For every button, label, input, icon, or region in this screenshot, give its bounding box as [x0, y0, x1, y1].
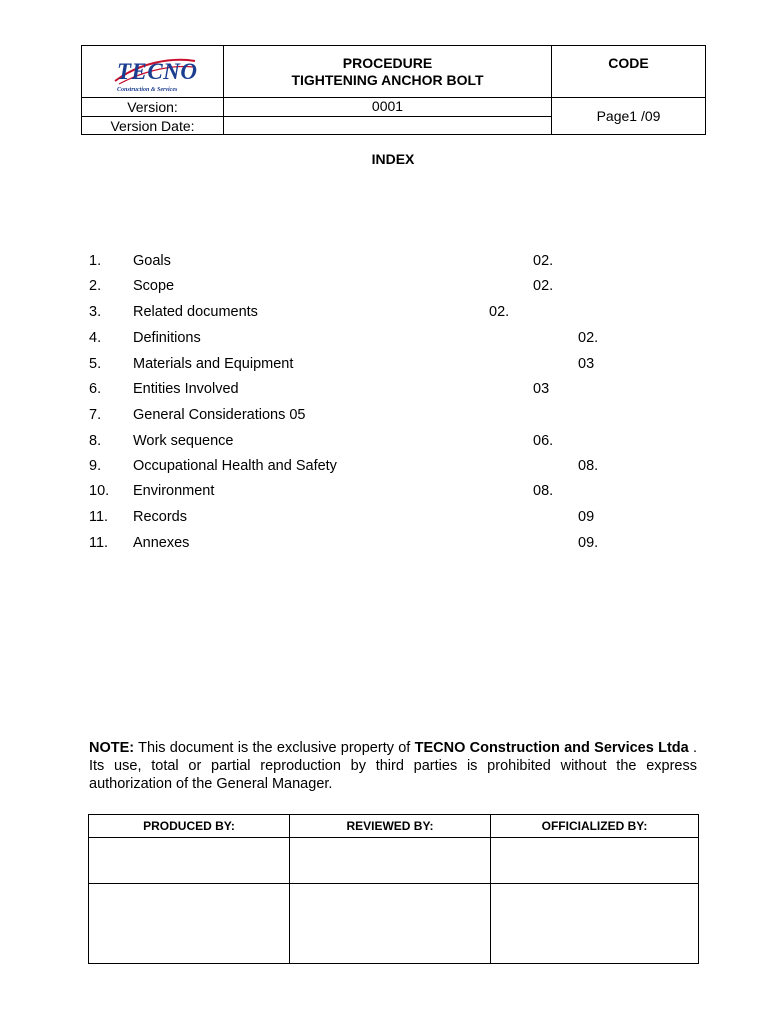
note-text-2: . Its use, total or partial reproduction by third parties is prohibited without the express authorization of the General Manager. — [89, 740, 697, 792]
note-text-1: This document is the exclusive property of — [134, 740, 415, 756]
header-border-bottom — [81, 134, 706, 135]
toc-item-label: Materials and Equipment — [133, 356, 294, 372]
header-border-right — [705, 45, 706, 135]
toc-item-page: 09 — [578, 509, 595, 525]
toc-item-label: Occupational Health and Safety — [133, 458, 337, 474]
toc-item-number: 10. — [89, 483, 110, 499]
toc-item — [0, 483, 768, 503]
version-date-label-cell — [82, 117, 223, 134]
toc-item — [0, 278, 768, 298]
toc-item — [0, 356, 768, 376]
toc-item-number: 7. — [89, 407, 102, 423]
toc-item-label: Environment — [133, 483, 215, 499]
toc-item-page: 08. — [533, 483, 554, 499]
toc-item-page: 09. — [578, 535, 599, 551]
signature-header-row — [89, 815, 699, 838]
toc-item-page: 02. — [489, 304, 510, 320]
toc-item-label: Entities Involved — [133, 381, 239, 397]
officialized-by-signature-cell — [491, 884, 699, 964]
version-date-value-cell — [224, 117, 551, 134]
toc-item-page: 02. — [533, 278, 554, 294]
toc-item-page: 02. — [578, 330, 599, 346]
signature-name-row — [89, 838, 699, 884]
note-company: TECNO Construction and Services Ltda — [414, 740, 689, 756]
produced-by-header: PRODUCED BY: — [89, 815, 290, 838]
version-label-cell — [82, 98, 223, 116]
toc-item — [0, 458, 768, 478]
version-value-cell — [224, 98, 551, 114]
produced-by-signature-cell — [89, 884, 290, 964]
procedure-title: TIGHTENING ANCHOR BOLT — [291, 71, 484, 88]
toc-item-number: 11. — [89, 509, 109, 525]
toc-item-number: 11. — [89, 535, 109, 551]
logo-tagline: Construction & Services — [117, 87, 178, 93]
toc-item-label: Related documents — [133, 304, 258, 320]
officialized-by-header: OFFICIALIZED BY: — [491, 815, 699, 838]
toc-item-page: 06. — [533, 433, 554, 449]
index-title: INDEX — [371, 151, 415, 167]
toc-item-number: 9. — [89, 458, 102, 474]
toc-item — [0, 253, 768, 273]
signature-sign-row — [89, 884, 699, 964]
toc-item-label: General Considerations 05 — [133, 407, 306, 423]
company-logo — [109, 51, 199, 93]
officialized-by-name-cell — [491, 838, 699, 884]
page-number: Page1 /09 — [596, 108, 661, 124]
version-label: Version: — [127, 99, 178, 115]
toc-item — [0, 433, 768, 453]
produced-by-name-cell — [89, 838, 290, 884]
reviewed-by-header: REVIEWED BY: — [290, 815, 491, 838]
toc-item-number: 8. — [89, 433, 102, 449]
toc-item — [0, 509, 768, 529]
toc-item-number: 1. — [89, 253, 102, 269]
toc-item — [0, 535, 768, 555]
note-lead: NOTE: — [89, 740, 135, 756]
logo-wordmark: TECNO — [117, 59, 198, 84]
toc-item-number: 3. — [89, 304, 102, 320]
toc-item-label: Scope — [133, 278, 175, 294]
toc-item-page: 02. — [533, 253, 554, 269]
toc-item — [0, 381, 768, 401]
toc-item-number: 5. — [89, 356, 102, 372]
version-value: 0001 — [371, 98, 404, 114]
toc-item-label: Annexes — [133, 535, 190, 551]
toc-item-number: 4. — [89, 330, 102, 346]
ownership-note — [89, 739, 697, 793]
reviewed-by-name-cell — [290, 838, 491, 884]
version-date-label: Version Date: — [110, 117, 195, 134]
toc-item-number: 2. — [89, 278, 102, 294]
code-label: CODE — [608, 54, 649, 71]
procedure-title-cell — [224, 46, 551, 97]
toc-item-label: Goals — [133, 253, 171, 269]
toc-item-label: Records — [133, 509, 187, 525]
page-number-cell — [552, 98, 705, 134]
procedure-label: PROCEDURE — [342, 54, 433, 71]
toc-item — [0, 330, 768, 350]
signature-table — [88, 814, 699, 964]
toc-item-label: Work sequence — [133, 433, 234, 449]
toc-item-label: Definitions — [133, 330, 201, 346]
toc-item-page: 03 — [533, 381, 550, 397]
toc-item — [0, 407, 768, 427]
document-header — [81, 45, 706, 135]
toc-item-page: 03 — [578, 356, 595, 372]
toc-item-page: 08. — [578, 458, 599, 474]
code-cell — [552, 54, 705, 72]
toc-item — [0, 304, 768, 324]
toc-item-number: 6. — [89, 381, 102, 397]
reviewed-by-signature-cell — [290, 884, 491, 964]
